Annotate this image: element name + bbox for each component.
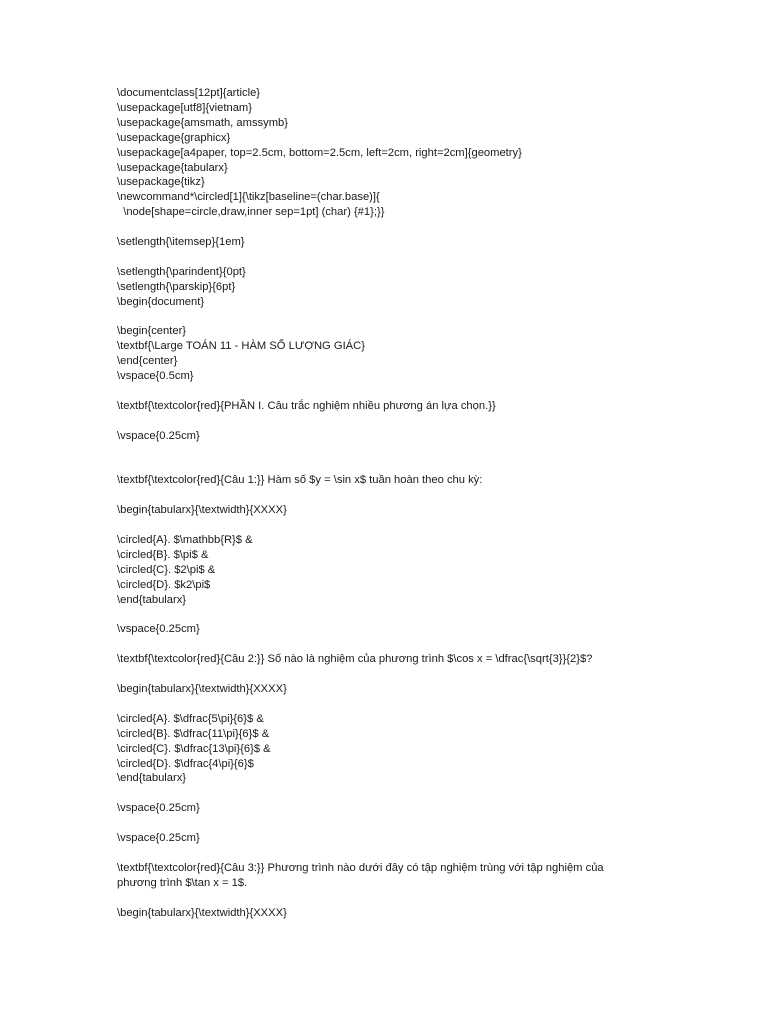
document-line (117, 637, 677, 652)
document-line: \usepackage[utf8]{vietnam} (117, 101, 252, 114)
document-line: phương trình $\tan x = 1$. (117, 876, 248, 889)
document-line: \circled{D}. $k2\pi$ (117, 578, 211, 591)
document-line (117, 667, 677, 682)
document-line: \vspace{0.5cm} (117, 370, 194, 383)
document-line: \textbf{\textcolor{red}{PHẦN I. Câu trắc nghiệm nhiều phương án lựa chọn.}} (117, 399, 496, 412)
document-line: \vspace{0.25cm} (117, 802, 200, 815)
document-line: \circled{C}. $2\pi$ & (117, 563, 216, 576)
document-line: \node[shape=circle,draw,inner sep=1pt] (char) {#1};}} (117, 206, 385, 219)
document-line: \vspace{0.25cm} (117, 429, 200, 442)
document-line: \begin{tabularx}{\textwidth}{XXXX} (117, 683, 287, 696)
document-line: \begin{tabularx}{\textwidth}{XXXX} (117, 906, 287, 919)
document-line: \end{center} (117, 355, 178, 368)
document-line (117, 891, 677, 906)
document-line: \begin{tabularx}{\textwidth}{XXXX} (117, 504, 287, 517)
document-line (117, 488, 677, 503)
document-line: \begin{document} (117, 295, 205, 308)
document-line: \textbf{\textcolor{red}{Câu 3:}} Phương trình nào dưới đây có tập nghiệm trùng với tập nghiệm của (117, 861, 604, 874)
document-line: \end{tabularx} (117, 593, 187, 606)
document-line: \setlength{\parindent}{0pt} (117, 265, 246, 278)
document-line (117, 444, 677, 459)
document-line: \documentclass[12pt]{article} (117, 87, 261, 99)
document-line (117, 846, 677, 861)
document-line: \usepackage[a4paper, top=2.5cm, bottom=2.5cm, left=2cm, right=2cm]{geometry} (117, 146, 522, 159)
document-line: \vspace{0.25cm} (117, 832, 200, 845)
document-line (117, 384, 677, 399)
document-line: \textbf{\Large TOÁN 11 - HÀM SỐ LƯỢNG GIÁC} (117, 340, 365, 353)
document-line: \setlength{\parskip}{6pt} (117, 280, 236, 293)
document-line (117, 608, 677, 623)
document-line: \textbf{\textcolor{red}{Câu 2:}} Số nào là nghiệm của phương trình $\cos x = \dfrac{\sqrt{3}}{2}$? (117, 653, 593, 666)
document-line (117, 414, 677, 429)
document-line (117, 518, 677, 533)
document-line (117, 697, 677, 712)
document-line: \textbf{\textcolor{red}{Câu 1:}} Hàm số $y = \sin x$ tuần hoàn theo chu kỳ: (117, 474, 483, 487)
document-line (117, 816, 677, 831)
document-line: \newcommand*\circled[1]{\tikz[baseline=(char.base)]{ (117, 191, 380, 204)
document-line: \circled{D}. $\dfrac{4\pi}{6}$ (117, 757, 254, 770)
document-line: \usepackage{tabularx} (117, 161, 228, 174)
document-line: \end{tabularx} (117, 772, 187, 785)
document-line: \circled{A}. $\dfrac{5\pi}{6}$ & (117, 712, 264, 725)
document-line: \usepackage{graphicx} (117, 131, 231, 144)
document-line: \circled{A}. $\mathbb{R}$ & (117, 534, 253, 547)
document-line (117, 250, 677, 265)
document-line (117, 459, 677, 474)
document-line (117, 310, 677, 325)
document-line: \circled{B}. $\dfrac{11\pi}{6}$ & (117, 727, 270, 740)
document-line: \circled{B}. $\pi$ & (117, 548, 209, 561)
document-line: \circled{C}. $\dfrac{13\pi}{6}$ & (117, 742, 271, 755)
document-line: \usepackage{amsmath, amssymb} (117, 116, 289, 129)
document-line: \begin{center} (117, 325, 187, 338)
document-line: \setlength{\itemsep}{1em} (117, 236, 245, 249)
document-line: \vspace{0.25cm} (117, 623, 200, 636)
document-line (117, 220, 677, 235)
document-line (117, 786, 677, 801)
document-body (117, 86, 677, 920)
document-line: \usepackage{tikz} (117, 176, 205, 189)
